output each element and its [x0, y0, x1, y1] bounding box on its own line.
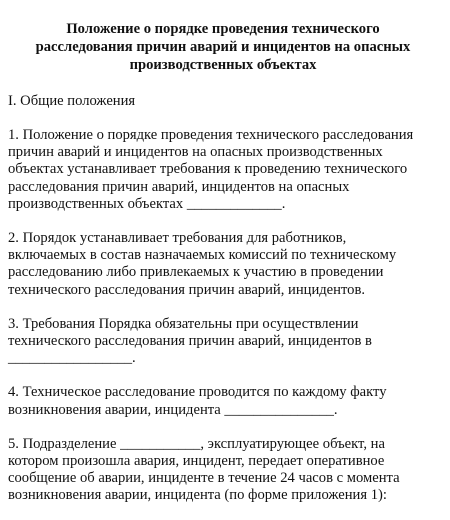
paragraph-line: _________________. — [8, 350, 136, 367]
paragraph-line: 1. Положение о порядке проведения технического расследования — [8, 127, 414, 143]
paragraph-line: возникновения аварии, инцидента _______________. — [8, 401, 338, 418]
paragraph-2 — [8, 230, 438, 299]
paragraph-line: причин аварий и инцидентов на опасных производственных — [8, 144, 383, 161]
paragraph-1 — [8, 127, 438, 213]
title-line: расследования причин аварий и инцидентов на опасных — [35, 39, 411, 55]
paragraph-line: объектах устанавливает требования к проведению технического — [8, 161, 408, 178]
paragraph-line: включаемых в состав назначаемых комиссий по техническому — [8, 247, 397, 264]
paragraph-line: 5. Подразделение ___________, эксплуатирующее объект, на — [8, 435, 385, 452]
paragraph-line: расследования причин аварий, инцидентов на опасных — [8, 178, 350, 195]
paragraph-line: технического расследования причин аварий, инцидентов в — [8, 333, 372, 350]
title-line: производственных объектах — [129, 57, 317, 73]
section-heading: I. Общие положения — [8, 93, 136, 109]
paragraph-line: котором произошла авария, инцидент, передает оперативное — [8, 453, 385, 470]
paragraph-line: сообщение об аварии, инциденте в течение 24 часов с момента — [8, 470, 400, 487]
paragraph-line: 3. Требования Порядка обязательны при осуществлении — [8, 315, 359, 332]
paragraph-5 — [8, 436, 438, 505]
paragraph-4 — [8, 384, 438, 418]
paragraph-line: расследованию либо привлекаемых к участию в проведении — [8, 264, 384, 281]
paragraph-line: 4. Техническое расследование проводится по каждому факту — [8, 384, 387, 401]
paragraph-line: 2. Порядок устанавливает требования для работников, — [8, 230, 347, 247]
paragraph-line: технического расследования причин аварий, инцидентов. — [8, 281, 365, 298]
paragraph-line: производственных объектах _____________. — [8, 195, 286, 212]
title-line: Положение о порядке проведения технического — [66, 21, 380, 37]
paragraph-line: возникновения аварии, инцидента (по форме приложения 1): — [8, 487, 387, 504]
document-title — [8, 20, 438, 74]
paragraph-3 — [8, 316, 438, 368]
